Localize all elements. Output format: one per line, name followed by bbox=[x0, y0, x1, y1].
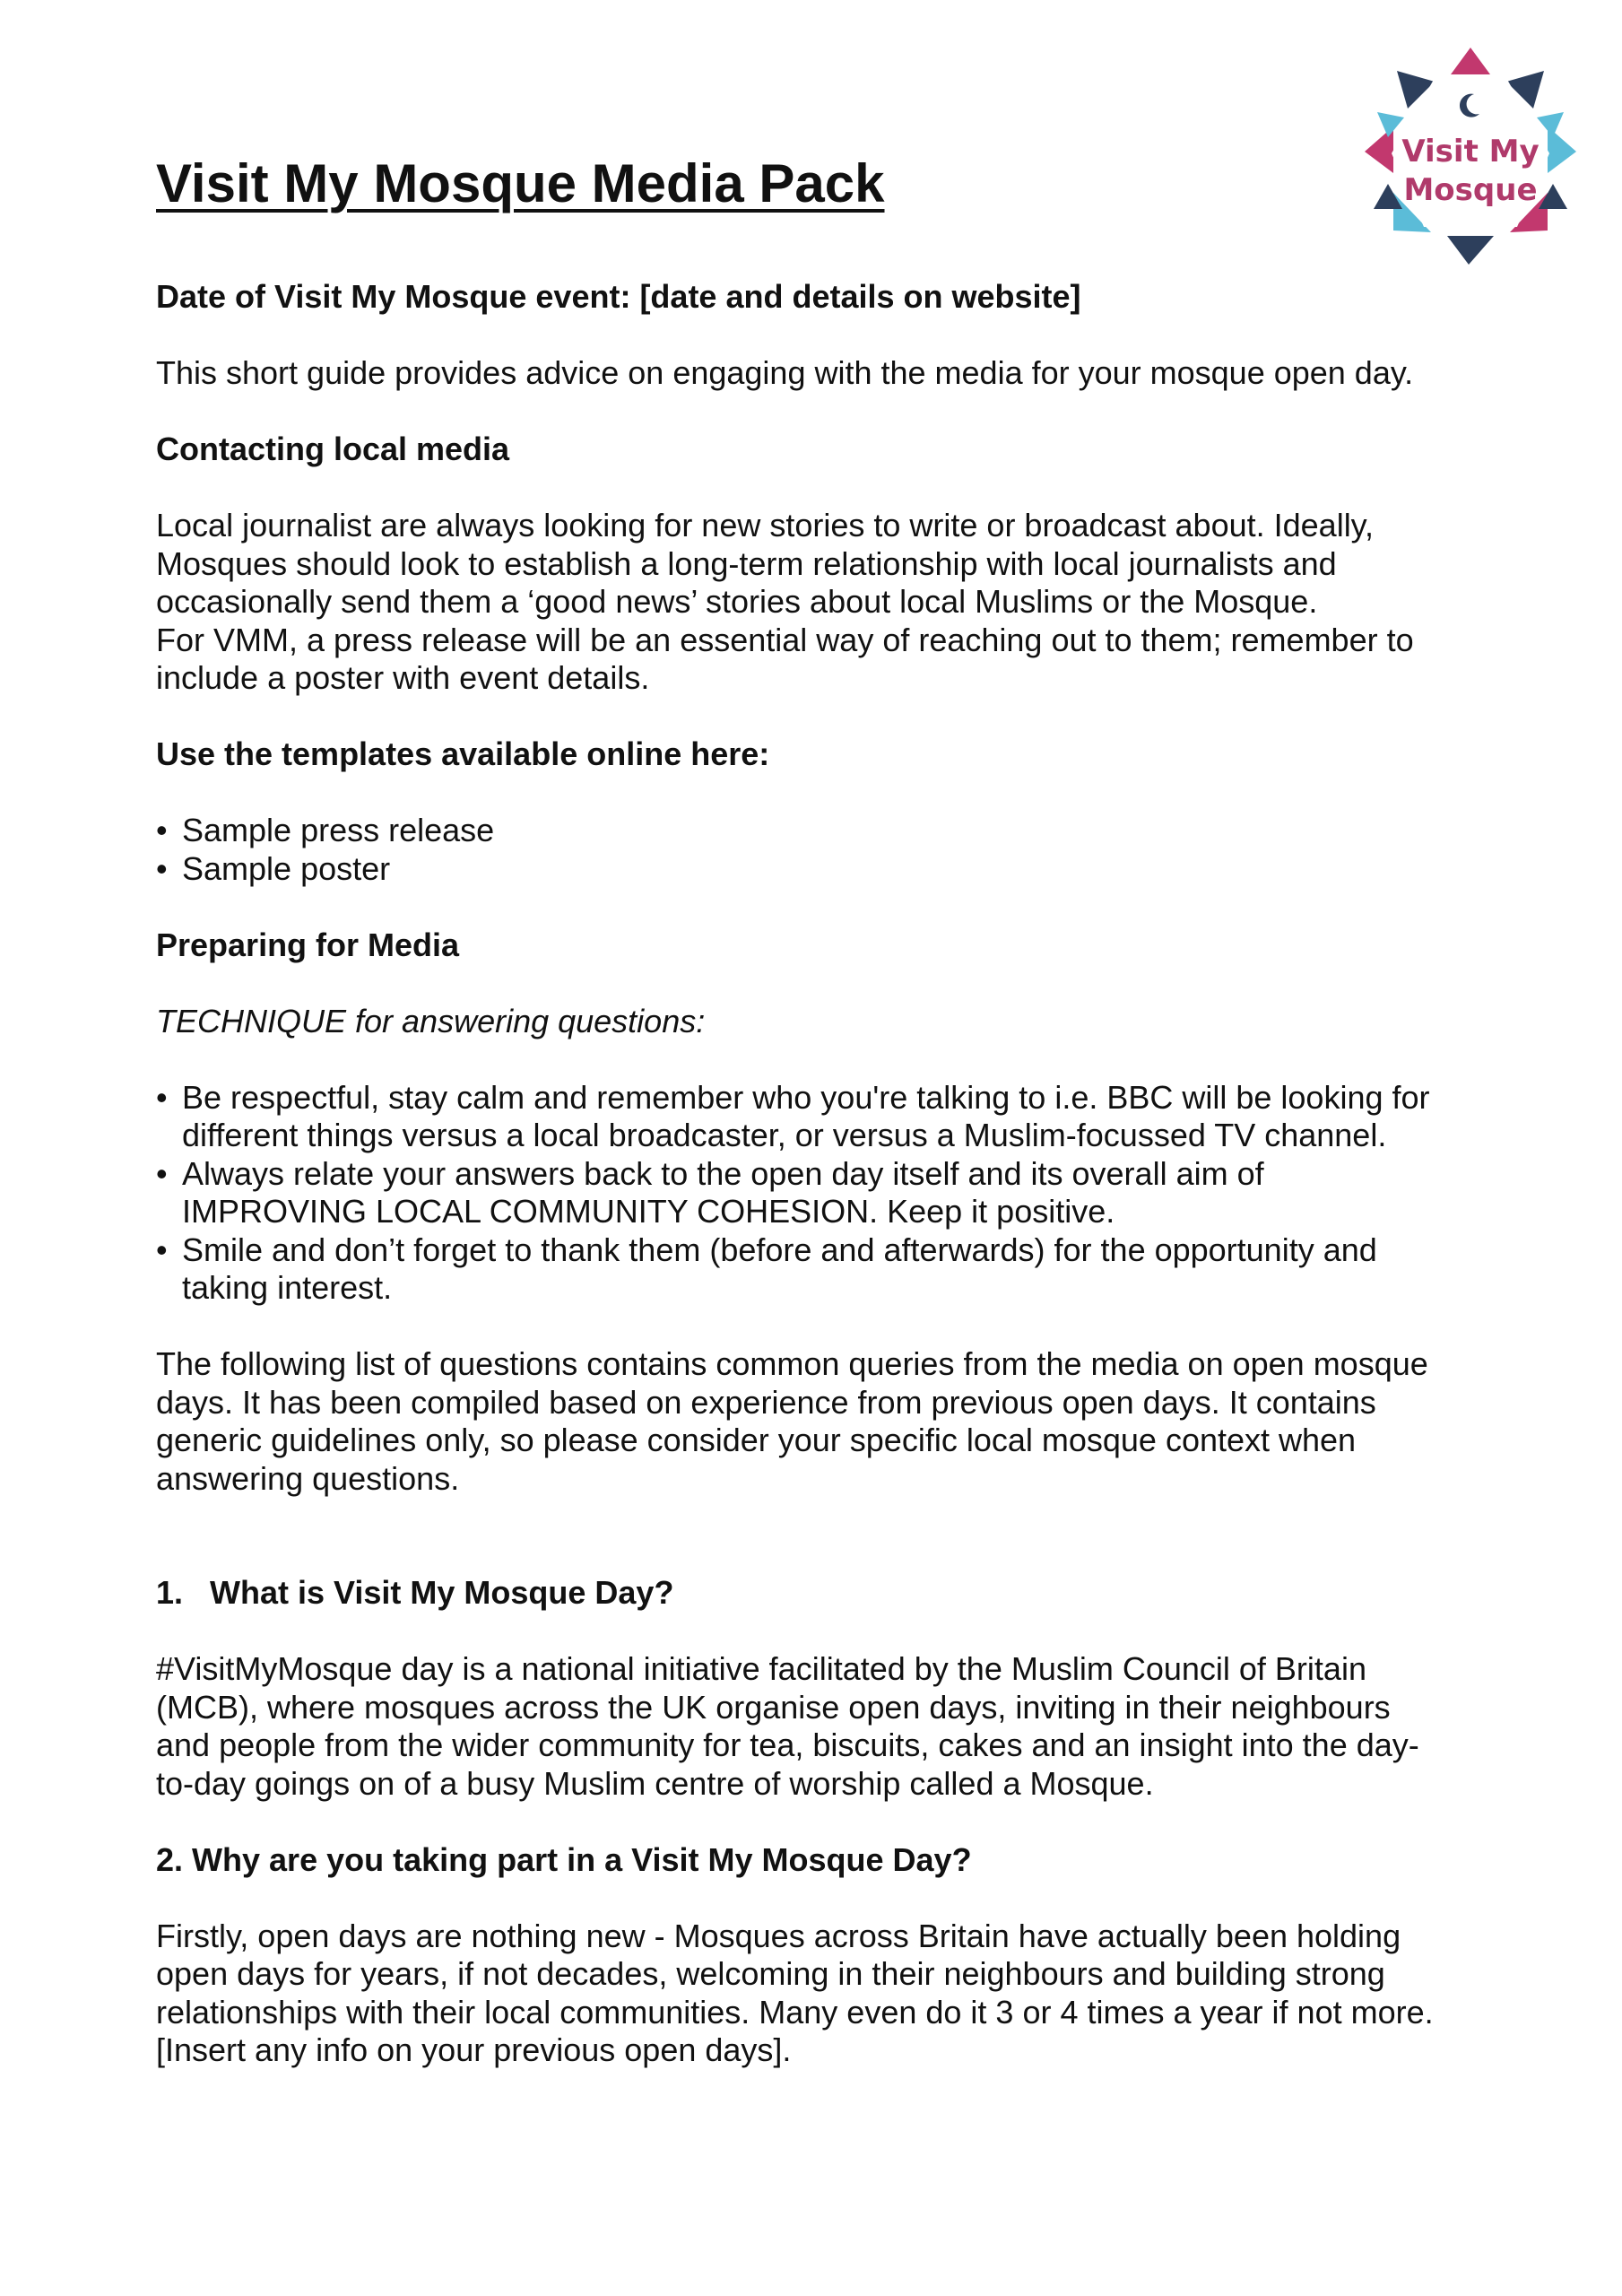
logo-text-line2: Mosque bbox=[1403, 172, 1538, 208]
question-heading-1 bbox=[156, 1574, 1483, 1613]
question-number: 2. bbox=[156, 1840, 184, 1878]
list-item[interactable] bbox=[156, 850, 1483, 889]
document-body bbox=[156, 278, 1483, 2070]
preparing-heading: Preparing for Media bbox=[156, 926, 460, 963]
contacting-line: For VMM, a press release will be an essential way of reaching out to them; remember to bbox=[156, 621, 1414, 658]
answer-line: #VisitMyMosque day is a national initiative facilitated by the Muslim Council of Britain bbox=[156, 1650, 1366, 1687]
logo-text-line1: Visit My bbox=[1401, 134, 1540, 170]
contacting-line: include a poster with event details. bbox=[156, 659, 650, 696]
following-line: answering questions. bbox=[156, 1459, 460, 1497]
templates-heading: Use the templates available online here: bbox=[156, 735, 770, 772]
logo-star-icon bbox=[1354, 40, 1587, 274]
contacting-line: occasionally send them a ‘good news’ stories about local Muslims or the Mosque. bbox=[156, 583, 1318, 620]
answer-line: open days for years, if not decades, welcoming in their neighbours and building strong bbox=[156, 1955, 1385, 1992]
list-item bbox=[156, 1231, 1483, 1308]
template-link[interactable]: Sample poster bbox=[182, 849, 391, 887]
answer-line: to-day goings on of a busy Muslim centre of worship called a Mosque. bbox=[156, 1764, 1154, 1802]
question-title: What is Visit My Mosque Day? bbox=[210, 1574, 674, 1611]
bullet-icon: • bbox=[156, 1231, 168, 1268]
list-item bbox=[156, 1155, 1483, 1231]
answer-line: [Insert any info on your previous open days]. bbox=[156, 2031, 792, 2068]
bullet-line: taking interest. bbox=[182, 1269, 393, 1306]
page-title: Visit My Mosque Media Pack bbox=[156, 153, 885, 213]
question-heading-2 bbox=[156, 1841, 1483, 1880]
bullet-line: Smile and don’t forget to thank them (before and afterwards) for the opportunity and bbox=[182, 1231, 1377, 1268]
visit-my-mosque-logo bbox=[1354, 40, 1587, 274]
contacting-heading: Contacting local media bbox=[156, 430, 510, 467]
bullet-icon: • bbox=[156, 849, 168, 887]
answer-line: relationships with their local communities. Many even do it 3 or 4 times a year if not more. bbox=[156, 1993, 1434, 2031]
bullet-line: Be respectful, stay calm and remember who you're talking to i.e. BBC will be looking for bbox=[182, 1078, 1430, 1116]
answer-line: (MCB), where mosques across the UK organise open days, inviting in their neighbours bbox=[156, 1688, 1391, 1726]
following-line: days. It has been compiled based on experience from previous open days. It contains bbox=[156, 1383, 1376, 1421]
answer-line: Firstly, open days are nothing new - Mosques across Britain have actually been holding bbox=[156, 1917, 1401, 1954]
bullet-line: Always relate your answers back to the open day itself and its overall aim of bbox=[182, 1154, 1264, 1192]
question-number: 1. bbox=[156, 1574, 184, 1611]
question-title: Why are you taking part in a Visit My Mosque Day? bbox=[192, 1840, 972, 1878]
bullet-line: different things versus a local broadcaster, or versus a Muslim-focussed TV channel. bbox=[182, 1117, 1387, 1153]
technique-line: TECHNIQUE for answering questions: bbox=[156, 1002, 706, 1039]
bullet-icon: • bbox=[156, 1154, 168, 1192]
bullet-icon: • bbox=[156, 812, 168, 848]
bullet-line: IMPROVING LOCAL COMMUNITY COHESION. Keep it positive. bbox=[182, 1193, 1115, 1230]
template-link[interactable]: Sample press release bbox=[182, 812, 495, 848]
following-line: The following list of questions contains common queries from the media on open mosque bbox=[156, 1345, 1428, 1382]
contacting-line: Local journalist are always looking for new stories to write or broadcast about. Ideally, bbox=[156, 507, 1375, 544]
following-line: generic guidelines only, so please consider your specific local mosque context when bbox=[156, 1422, 1357, 1458]
list-item bbox=[156, 1079, 1483, 1155]
intro-text: This short guide provides advice on engaging with the media for your mosque open day. bbox=[156, 354, 1414, 391]
list-item[interactable] bbox=[156, 812, 1483, 850]
templates-list bbox=[156, 812, 1483, 888]
answer-line: and people from the wider community for tea, biscuits, cakes and an insight into the day- bbox=[156, 1726, 1419, 1763]
contacting-line: Mosques should look to establish a long-term relationship with local journalists and bbox=[156, 544, 1337, 582]
bullet-icon: • bbox=[156, 1078, 168, 1116]
technique-list bbox=[156, 1079, 1483, 1308]
event-date-line: Date of Visit My Mosque event: [date and details on website] bbox=[156, 278, 1081, 315]
